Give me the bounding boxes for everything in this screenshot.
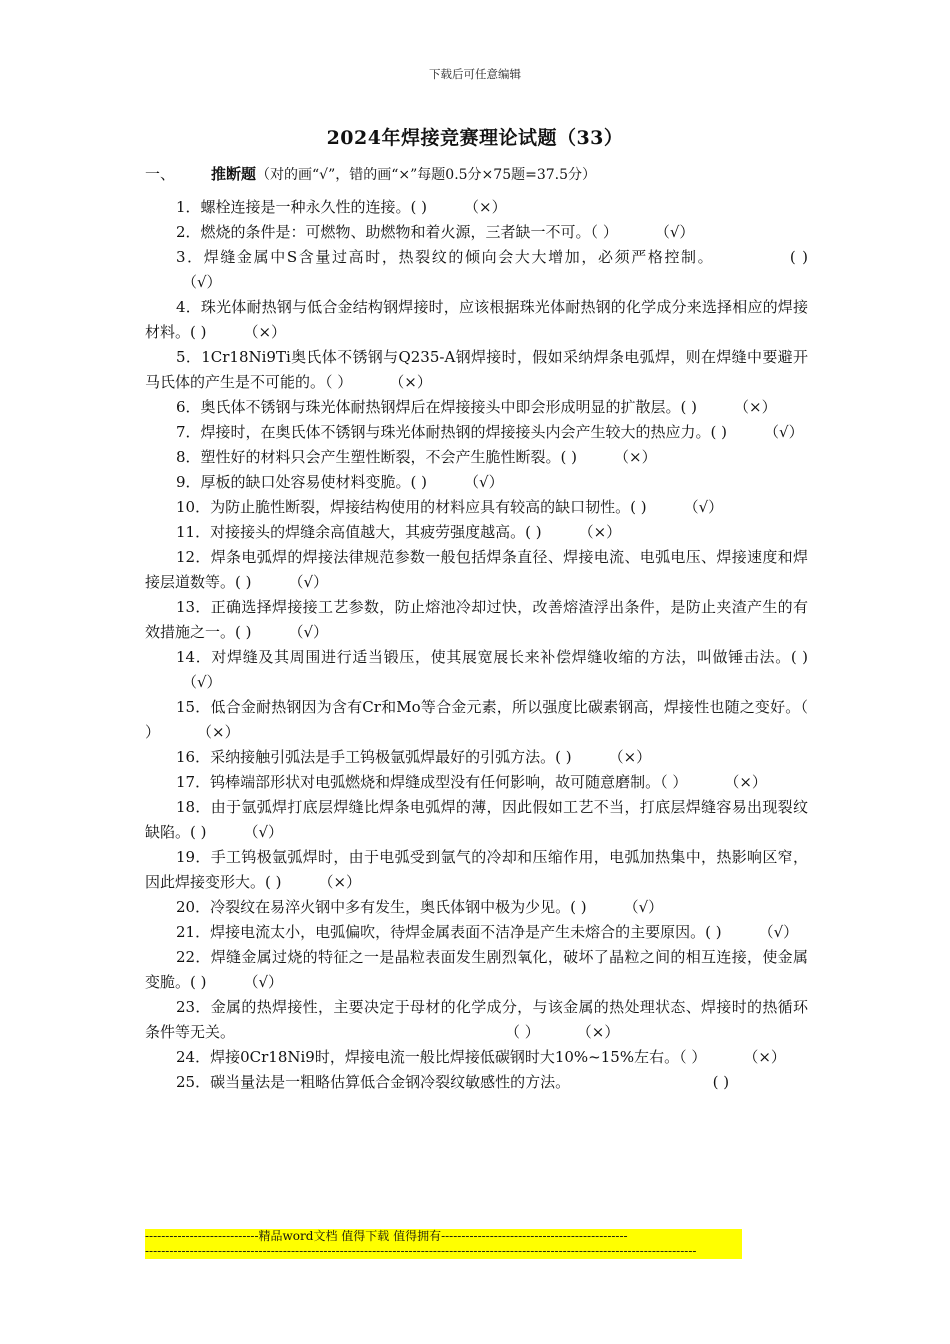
question-text: 14．对焊缝及其周围进行适当锻压，使其展宽展长来补偿焊缝收缩的方法，叫做锤击法。( ) (176, 648, 808, 666)
question-answer: （×） (464, 198, 507, 216)
question-text: 10．为防止脆性断裂，焊接结构使用的材料应具有较高的缺口韧性。( ) (176, 498, 647, 516)
question-answer: （×） (614, 448, 657, 466)
question-text: 3．焊缝金属中S含量过高时，热裂纹的倾向会大大增加，必须严格控制。 ( ) (176, 248, 808, 266)
question-item (145, 445, 808, 470)
footer-line-1: ----------------------------精品word文档 值得下载 值得拥有---------------------------------------------- (145, 1229, 628, 1243)
question-answer: （×） (608, 748, 652, 766)
question-answer: （×） (389, 373, 432, 391)
question-item (145, 995, 808, 1045)
question-item (145, 795, 808, 845)
question-item (145, 245, 808, 295)
header-note: 下载后可任意编辑 (429, 67, 521, 81)
question-answer: （√） (623, 898, 664, 916)
question-text: 1．螺栓连接是一种永久性的连接。( ) (176, 198, 428, 216)
question-item (145, 1070, 808, 1095)
question-item (145, 595, 808, 645)
question-item (145, 470, 808, 495)
question-item (145, 1045, 808, 1070)
question-text: 9．厚板的缺口处容易使材料变脆。( ) (176, 473, 428, 491)
question-answer: （√） (758, 923, 799, 941)
question-answer: （×） (724, 773, 767, 791)
question-item (145, 920, 808, 945)
question-text: 17．钨棒端部形状对电弧燃烧和焊缝成型没有任何影响，故可随意磨制。（ ） (176, 773, 688, 791)
question-text: 11．对接接头的焊缝余高值越大，其疲劳强度越高。( ) (176, 523, 542, 541)
footer-line-2: ---------------------------------------------------------------------------------------------------------------------------------------- (145, 1244, 697, 1258)
question-text: 2．燃烧的条件是：可燃物、助燃物和着火源，三者缺一不可。（ ） (176, 223, 618, 241)
question-item (145, 520, 808, 545)
question-answer: （√） (243, 973, 284, 991)
question-text: 8．塑性好的材料只会产生塑性断裂，不会产生脆性断裂。( ) (176, 448, 578, 466)
question-answer: （√） (182, 673, 222, 691)
footer-banner (145, 1229, 742, 1259)
question-answer: （×） (734, 398, 777, 416)
question-answer: （√） (288, 573, 329, 591)
question-text: 18．由于氩弧焊打底层焊缝比焊条电弧焊的薄，因此假如工艺不当，打底层焊缝容易出现裂纹缺陷。( ) (145, 798, 808, 841)
section-number: 一、 (145, 165, 176, 183)
question-answer: （√） (683, 498, 724, 516)
section-description: （对的画“√”，错的画“×”每题0.5分×75题=37.5分） (256, 167, 597, 183)
question-text: 25．碳当量法是一粗略估算低合金钢冷裂纹敏感性的方法。 ( ) (176, 1073, 730, 1091)
question-list (145, 195, 808, 1095)
question-item (145, 895, 808, 920)
question-item (145, 395, 808, 420)
question-answer: （√） (243, 823, 284, 841)
question-item (145, 945, 808, 995)
question-item (145, 195, 808, 220)
question-text: 13．正确选择焊接接工艺参数，防止熔池冷却过快，改善熔渣浮出条件，是防止夹渣产生的有效措施之一。( ) (145, 598, 808, 641)
question-item (145, 495, 808, 520)
question-answer: （×） (576, 1023, 620, 1041)
question-answer: （√） (654, 223, 695, 241)
question-text: 4．珠光体耐热钢与低合金结构钢焊接时，应该根据珠光体耐热钢的化学成分来选择相应的焊接材料。( ) (145, 298, 808, 341)
question-item (145, 845, 808, 895)
question-item (145, 345, 808, 395)
question-answer: （√） (764, 423, 804, 441)
question-text: 5．1Cr18Ni9Ti奥氏体不锈钢与Q235-A钢焊接时，假如采纳焊条电弧焊，则在焊缝中要避开马氏体的产生是不可能的。（ ） (145, 348, 808, 391)
question-text: 23．金属的热焊接性，主要决定于母材的化学成分，与该金属的热处理状态、焊接时的热循环条件等无关。 （ ） (145, 998, 808, 1041)
section-name: 推断题 (211, 165, 257, 183)
question-answer: （√） (464, 473, 504, 491)
question-answer: （√） (182, 273, 222, 291)
question-text: 16．采纳接触引弧法是手工钨极氩弧焊最好的引弧方法。( ) (176, 748, 572, 766)
question-text: 15．低合金耐热钢因为含有Cr和Mo等合金元素，所以强度比碳素钢高，焊接性也随之变好。（ ） (145, 698, 808, 741)
question-text: 24．焊接0Cr18Ni9时，焊接电流一般比焊接低碳钢时大10%~15%左右。（ ） (176, 1048, 707, 1066)
question-text: 12．焊条电弧焊的焊接法律规范参数一般包括焊条直径、焊接电流、电弧电压、焊接速度和焊接层道数等。( ) (145, 548, 808, 591)
section-heading (145, 163, 825, 184)
question-text: 21．焊接电流太小，电弧偏吹，待焊金属表面不洁净是产生未熔合的主要原因。( ) (176, 923, 722, 941)
question-text: 6．奥氏体不锈钢与珠光体耐热钢焊后在焊接接头中即会形成明显的扩散层。( ) (176, 398, 698, 416)
question-answer: （×） (743, 1048, 786, 1066)
question-item (145, 545, 808, 595)
question-item (145, 745, 808, 770)
question-answer: （×） (243, 323, 287, 341)
question-item (145, 295, 808, 345)
question-answer: （×） (197, 723, 240, 741)
question-answer: （×） (578, 523, 622, 541)
question-item (145, 645, 808, 695)
question-text: 22．焊缝金属过烧的特征之一是晶粒表面发生剧烈氧化，破坏了晶粒之间的相互连接，使金属变脆。( ) (145, 948, 808, 991)
question-text: 19．手工钨极氩弧焊时，由于电弧受到氩气的冷却和压缩作用，电弧加热集中，热影响区窄，因此焊接变形大。( ) (145, 848, 808, 891)
question-text: 20．冷裂纹在易淬火钢中多有发生，奥氏体钢中极为少见。( ) (176, 898, 587, 916)
question-item (145, 770, 808, 795)
question-text: 7．焊接时，在奥氏体不锈钢与珠光体耐热钢的焊接接头内会产生较大的热应力。( ) (176, 423, 728, 441)
question-item (145, 220, 808, 245)
question-answer: （√） (288, 623, 329, 641)
question-item (145, 695, 808, 745)
question-item (145, 420, 808, 445)
question-answer: （×） (318, 873, 362, 891)
page-title: 2024年焊接竞赛理论试题（33） (326, 127, 624, 149)
